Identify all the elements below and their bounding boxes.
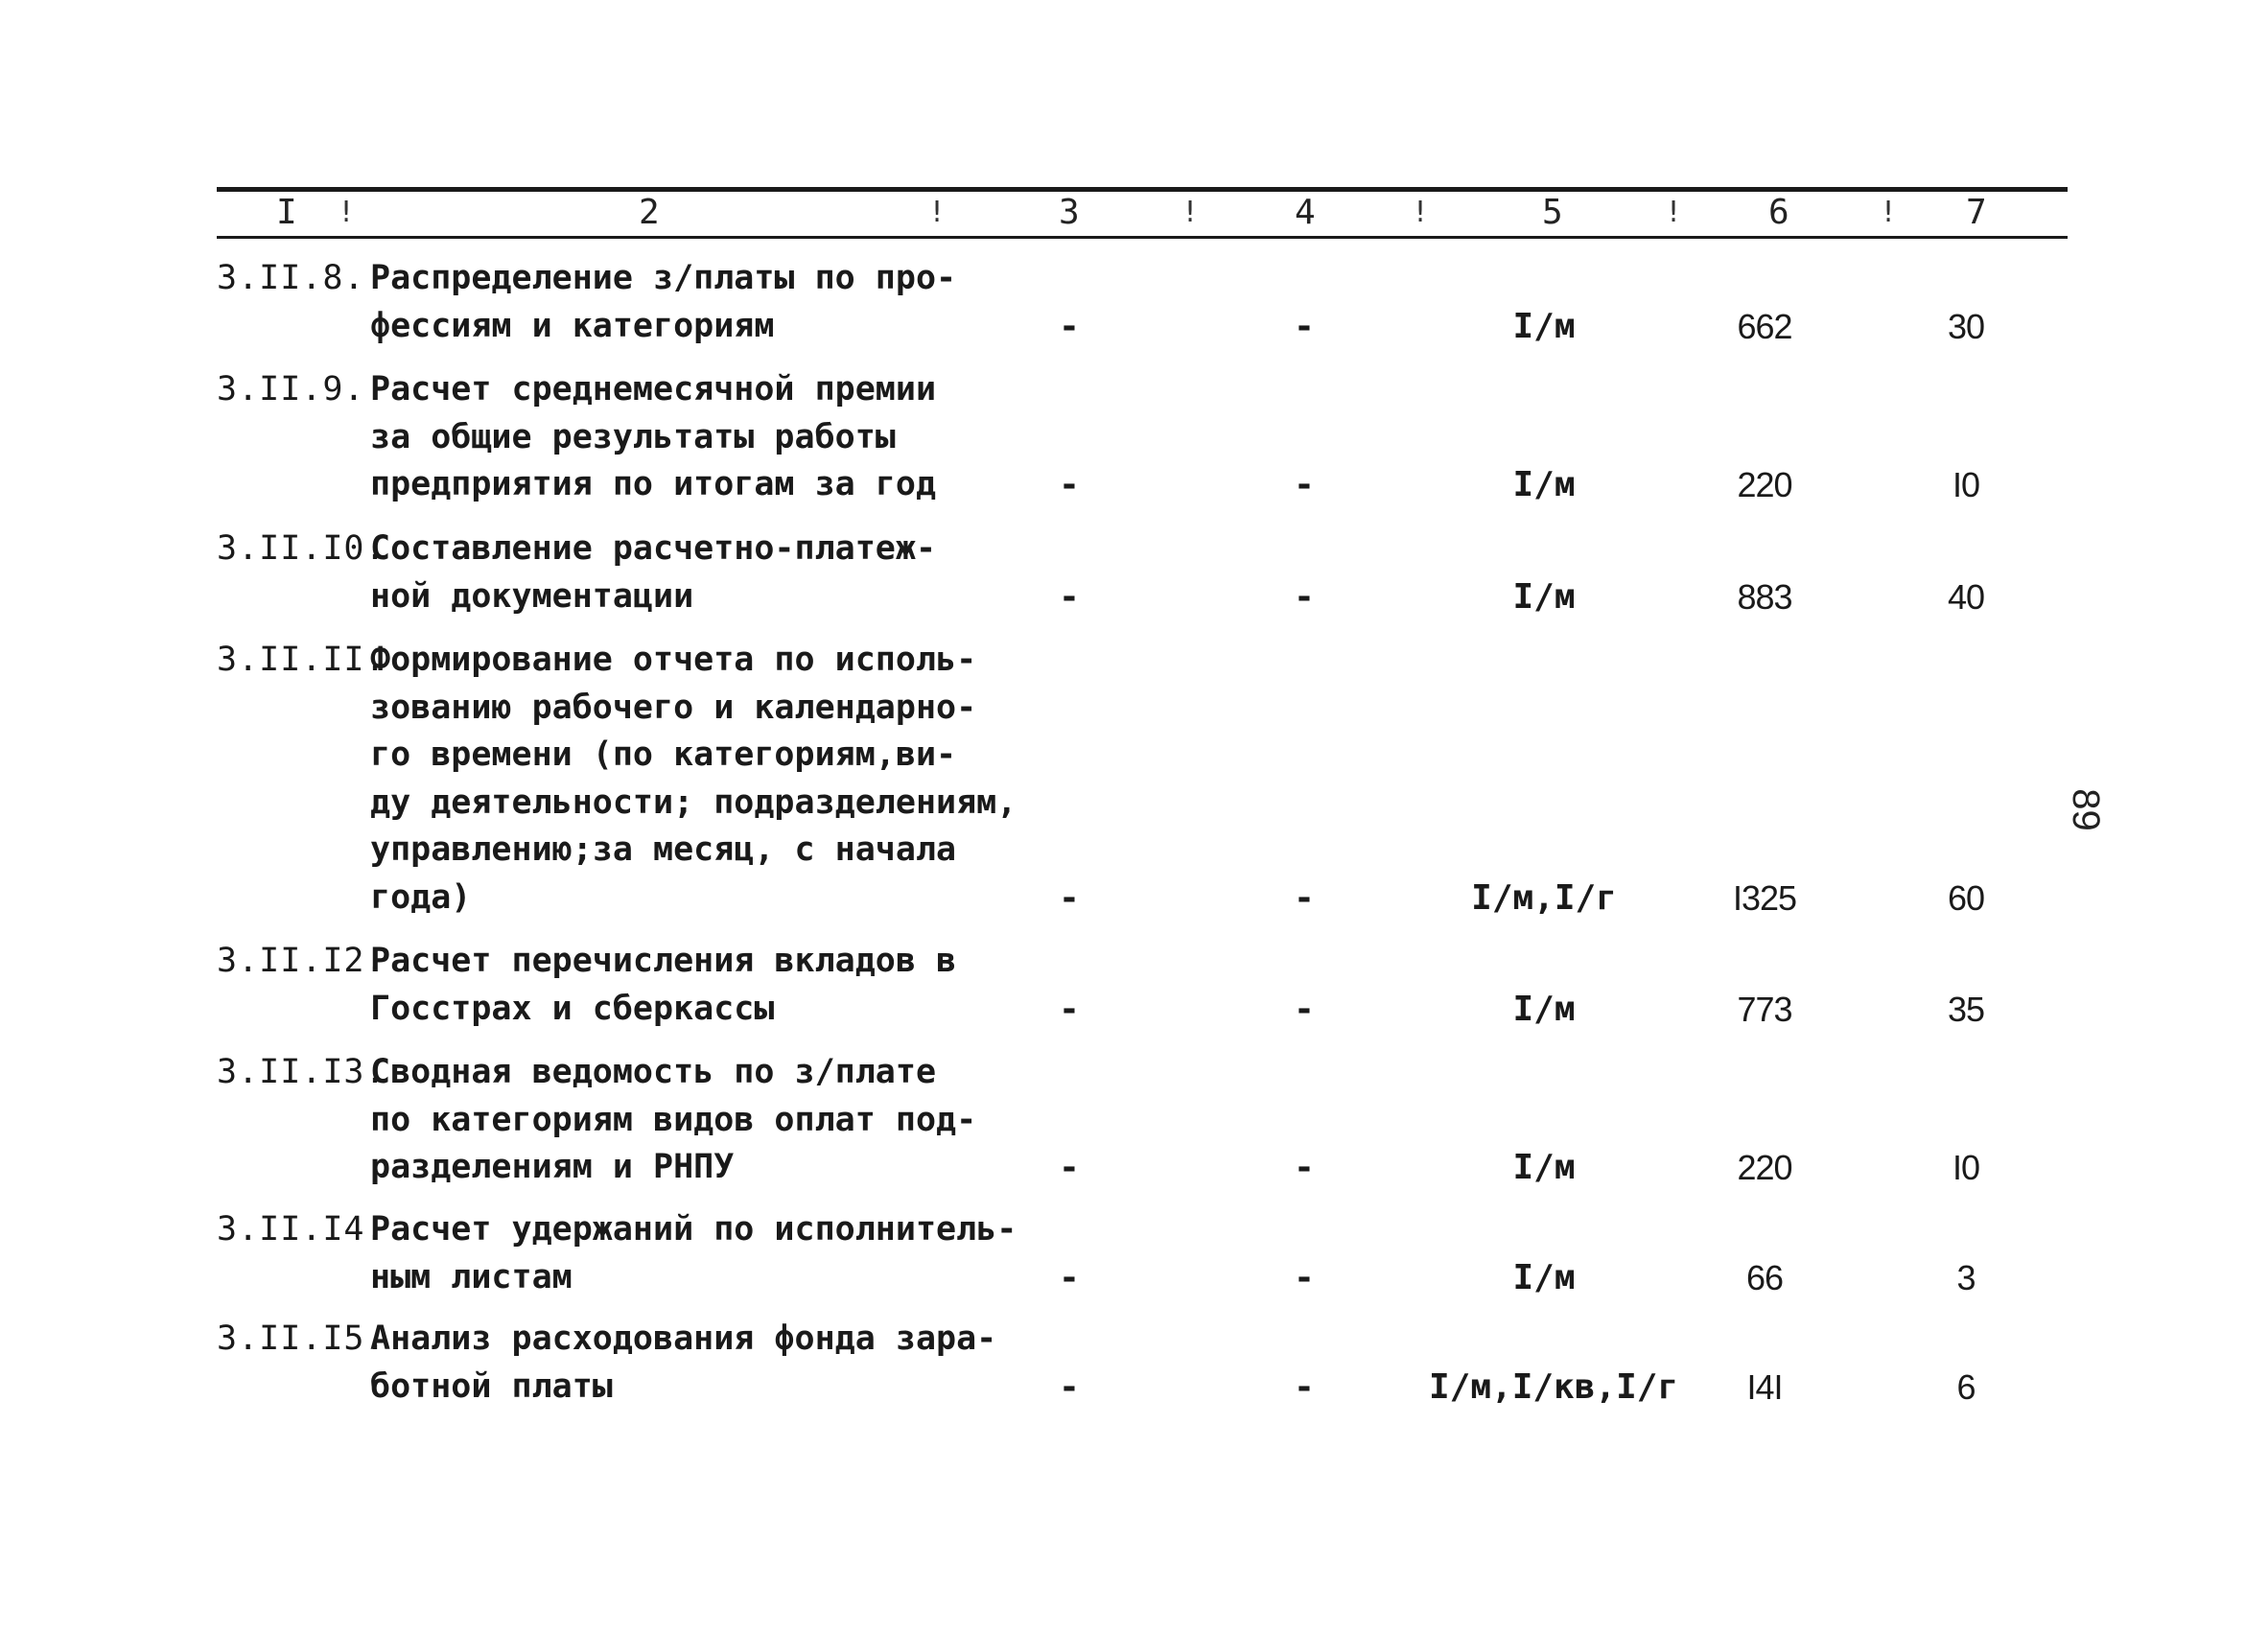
item-description: Анализ расходования фонда зара- ботной платы (370, 1319, 997, 1406)
header-col-6: 6 (1768, 193, 1789, 232)
item-description: Составление расчетно-платеж- ной документации (370, 529, 937, 616)
cell-col-6: I325 (1732, 877, 1797, 918)
cell-col-3: - (1059, 306, 1080, 346)
header-col-7: 7 (1966, 193, 1987, 232)
cell-col-5: I/м (1512, 989, 1576, 1029)
item-number: 3.II.I4. (217, 1210, 386, 1249)
cell-col-7: 30 (1947, 306, 1985, 346)
cell-col-6: 220 (1737, 465, 1792, 504)
cell-col-3: - (1059, 1366, 1080, 1407)
header-col-4: 4 (1295, 193, 1316, 232)
item-number: 3.II.I5. (217, 1319, 386, 1358)
cell-col-6: I4I (1746, 1366, 1783, 1407)
cell-col-4: - (1294, 989, 1315, 1029)
cell-col-5: I/м (1512, 465, 1576, 504)
cell-col-6: 773 (1737, 989, 1792, 1029)
header-separator: ! (1880, 196, 1898, 229)
cell-col-7: 40 (1947, 576, 1985, 617)
item-description: Сводная ведомость по з/плате по категориям видов оплат под- разделениям и РНПУ (370, 1053, 977, 1186)
cell-col-6: 220 (1737, 1148, 1792, 1187)
item-description: Расчет перечисления вкладов в Госстрах и сберкассы (370, 942, 957, 1028)
item-number: 3.II.I0. (217, 529, 386, 568)
item-description: Распределение з/платы по про- фессиям и категориям (370, 259, 957, 345)
cell-col-7: I0 (1952, 465, 1980, 504)
cell-col-5: I/м (1512, 576, 1576, 617)
header-col-2: 2 (639, 193, 660, 232)
cell-col-4: - (1294, 465, 1315, 504)
cell-col-5: I/м (1512, 1148, 1576, 1187)
item-number: 3.II.I2. (217, 942, 386, 980)
cell-col-7: 3 (1956, 1257, 1976, 1297)
cell-col-6: 883 (1737, 576, 1792, 617)
header-separator: ! (1665, 196, 1683, 229)
cell-col-3: - (1059, 1257, 1080, 1297)
header-separator: ! (338, 196, 356, 229)
table-header-rule (217, 236, 2068, 239)
cell-col-6: 66 (1745, 1257, 1784, 1297)
item-description: Расчет среднемесячной премии за общие результаты работы предприятия по итогам за год (370, 370, 937, 503)
header-separator: ! (928, 196, 947, 229)
cell-col-4: - (1294, 877, 1315, 918)
item-number: 3.II.8. (217, 259, 365, 297)
item-number: 3.II.9. (217, 370, 365, 408)
cell-col-6: 662 (1737, 306, 1792, 346)
cell-col-7: 35 (1947, 989, 1985, 1029)
header-separator: ! (1181, 196, 1200, 229)
cell-col-4: - (1294, 1148, 1315, 1187)
cell-col-5: I/м (1512, 306, 1576, 346)
cell-col-7: 6 (1956, 1366, 1976, 1407)
header-col-1: I (276, 193, 297, 232)
table-top-rule (217, 187, 2068, 192)
header-col-3: 3 (1059, 193, 1080, 232)
cell-col-5: I/м,I/г (1471, 877, 1617, 918)
item-number: 3.II.II. (217, 641, 386, 679)
cell-col-5: I/м (1512, 1257, 1576, 1297)
cell-col-3: - (1059, 989, 1080, 1029)
cell-col-3: - (1059, 576, 1080, 617)
cell-col-7: 60 (1947, 877, 1985, 918)
cell-col-4: - (1294, 576, 1315, 617)
cell-col-4: - (1294, 306, 1315, 346)
cell-col-7: I0 (1952, 1148, 1980, 1187)
item-description: Расчет удержаний по исполнитель- ным листам (370, 1210, 1017, 1296)
cell-col-4: - (1294, 1257, 1315, 1297)
page-number: 89 (2064, 788, 2107, 831)
header-col-5: 5 (1542, 193, 1563, 232)
cell-col-3: - (1059, 465, 1080, 504)
cell-col-3: - (1059, 1148, 1080, 1187)
item-number: 3.II.I3. (217, 1053, 386, 1091)
cell-col-5: I/м,I/кв,I/г (1429, 1366, 1679, 1407)
header-separator: ! (1412, 196, 1430, 229)
cell-col-4: - (1294, 1366, 1315, 1407)
item-description: Формирование отчета по исполь- зованию рабочего и календарно- го времени (по категориям,ви- ду деятельности; подразделениям, управлению;за месяц, с начала года) (370, 641, 1017, 917)
cell-col-3: - (1059, 877, 1080, 918)
